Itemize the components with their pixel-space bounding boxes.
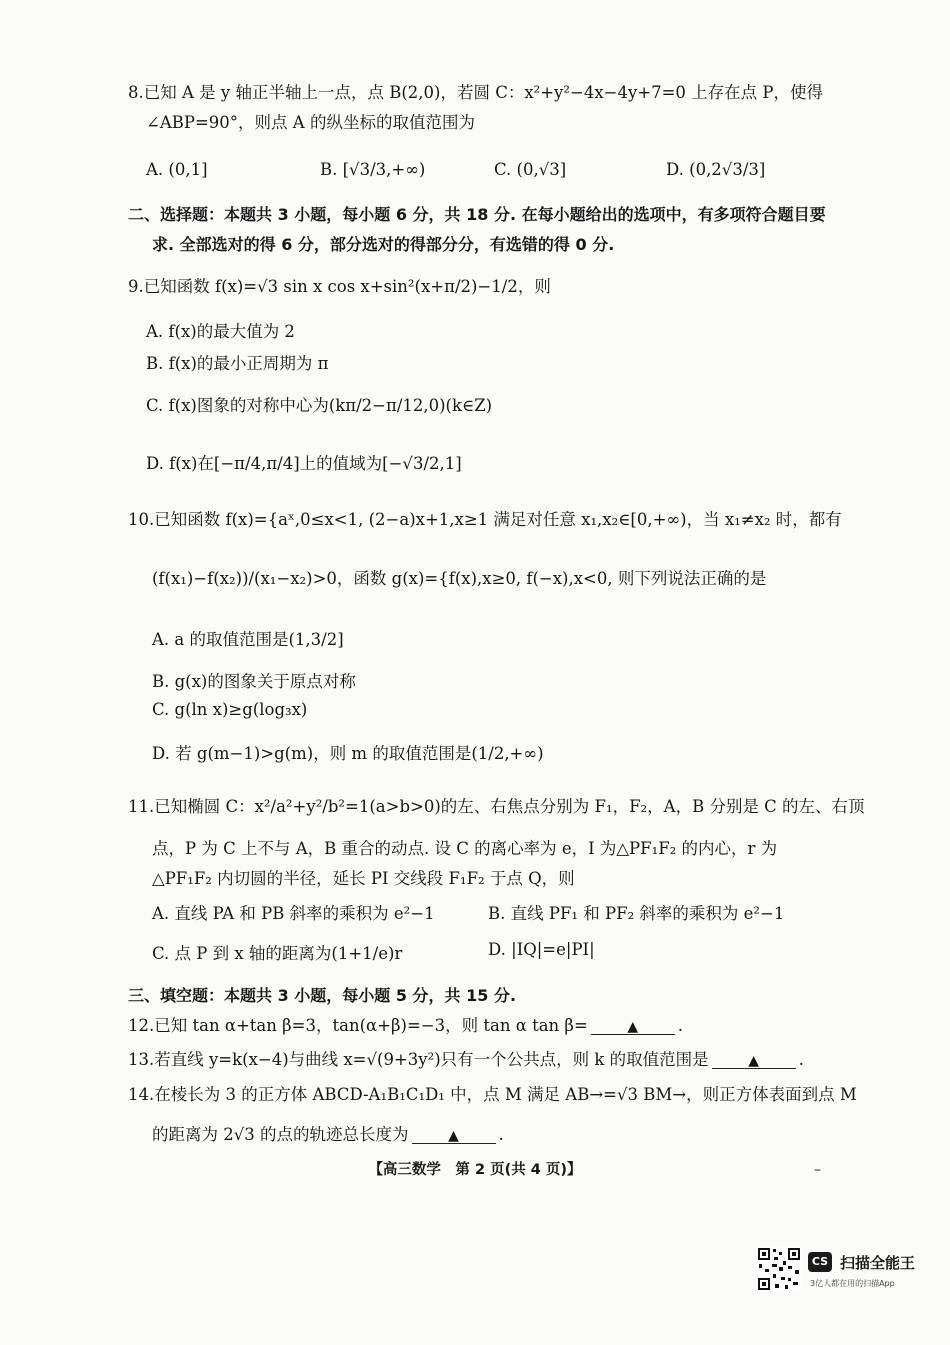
q12 — [128, 1015, 683, 1037]
q10-option-a: A. a 的取值范围是(1,3/2] — [152, 630, 344, 649]
q14-answer-blank: ▲ — [412, 1129, 496, 1144]
q8-option-b: B. [√3/3,+∞) — [320, 160, 426, 179]
q11-line2: 点，P 为 C 上不与 A，B 重合的动点. 设 C 的离心率为 e，I 为△PF₁F₂ 的内心，r 为 — [152, 839, 778, 858]
q9-option-a: A. f(x)的最大值为 2 — [146, 322, 295, 341]
q8-option-c: C. (0,√3] — [494, 160, 567, 179]
q13 — [128, 1049, 804, 1071]
q8-option-a: A. (0,1] — [146, 160, 208, 179]
qr-code-icon — [757, 1247, 801, 1291]
q11-option-d: D. |IQ|=e|PI| — [488, 940, 595, 959]
section-3-heading: 三、填空题：本题共 3 小题，每小题 5 分，共 15 分. — [128, 986, 517, 1005]
q12-text: 12.已知 tan α+tan β=3，tan(α+β)=−3，则 tan α tan β= — [128, 1016, 588, 1035]
brand-tagline: 3亿人都在用的扫描App — [810, 1279, 895, 1288]
page-footer: 【高三数学 第 2 页(共 4 页)】 — [368, 1162, 582, 1178]
q9-stem: 9.已知函数 f(x)=√3 sin x cos x+sin²(x+π/2)−1/2，则 — [128, 277, 551, 296]
q14-line2 — [152, 1124, 504, 1146]
q9-option-d: D. f(x)在[−π/4,π/4]上的值域为[−√3/2,1] — [146, 454, 462, 473]
cs-logo-icon: CS — [808, 1252, 832, 1272]
q14-end: . — [498, 1125, 504, 1144]
q8-line2: ∠ABP=90°，则点 A 的纵坐标的取值范围为 — [146, 113, 475, 132]
q11-option-a: A. 直线 PA 和 PB 斜率的乘积为 e²−1 — [152, 904, 435, 923]
q14-text: 的距离为 2√3 的点的轨迹总长度为 — [152, 1125, 409, 1144]
q13-text: 13.若直线 y=k(x−4)与曲线 x=√(9+3y²)只有一个公共点，则 k 的取值范围是 — [128, 1050, 709, 1069]
section-2-heading-line1: 二、选择题：本题共 3 小题，每小题 6 分，共 18 分. 在每小题给出的选项中，有多项符合题目要 — [128, 205, 826, 224]
q11-option-b: B. 直线 PF₁ 和 PF₂ 斜率的乘积为 e²−1 — [488, 904, 785, 923]
q14-line1: 14.在棱长为 3 的正方体 ABCD-A₁B₁C₁D₁ 中，点 M 满足 AB→=√3 BM→，则正方体表面到点 M — [128, 1085, 857, 1104]
brand-name: 扫描全能王 — [840, 1254, 916, 1272]
q10-line2: (f(x₁)−f(x₂))/(x₁−x₂)>0，函数 g(x)={f(x),x≥0, f(−x),x<0, 则下列说法正确的是 — [152, 569, 767, 588]
q10-line1: 10.已知函数 f(x)={aˣ,0≤x<1, (2−a)x+1,x≥1 满足对任意 x₁,x₂∈[0,+∞)，当 x₁≠x₂ 时，都有 — [128, 510, 842, 529]
q11-line3: △PF₁F₂ 内切圆的半径，延长 PI 交线段 F₁F₂ 于点 Q，则 — [152, 869, 575, 888]
q12-answer-blank: ▲ — [591, 1020, 675, 1035]
q10-option-c: C. g(ln x)≥g(log₃x) — [152, 700, 308, 719]
q9-option-b: B. f(x)的最小正周期为 π — [146, 354, 329, 373]
footer-dash: – — [814, 1162, 821, 1178]
q10-option-d: D. 若 g(m−1)>g(m)，则 m 的取值范围是(1/2,+∞) — [152, 744, 544, 763]
q11-line1: 11.已知椭圆 C：x²/a²+y²/b²=1(a>b>0)的左、右焦点分别为 F₁，F₂，A，B 分别是 C 的左、右顶 — [128, 797, 865, 816]
q11-option-c: C. 点 P 到 x 轴的距离为(1+1/e)r — [152, 944, 403, 963]
q9-option-c: C. f(x)图象的对称中心为(kπ/2−π/12,0)(k∈Z) — [146, 396, 493, 415]
q13-end: . — [798, 1050, 804, 1069]
q8-line1: 8.已知 A 是 y 轴正半轴上一点，点 B(2,0)，若圆 C：x²+y²−4x−4y+7=0 上存在点 P，使得 — [128, 83, 824, 102]
q13-answer-blank: ▲ — [712, 1054, 796, 1069]
q12-end: . — [677, 1016, 684, 1035]
q8-option-d: D. (0,2√3/3] — [666, 160, 766, 179]
section-2-heading-line2: 求. 全部选对的得 6 分，部分选对的得部分分，有选错的得 0 分. — [152, 235, 615, 254]
q10-option-b: B. g(x)的图象关于原点对称 — [152, 672, 356, 691]
